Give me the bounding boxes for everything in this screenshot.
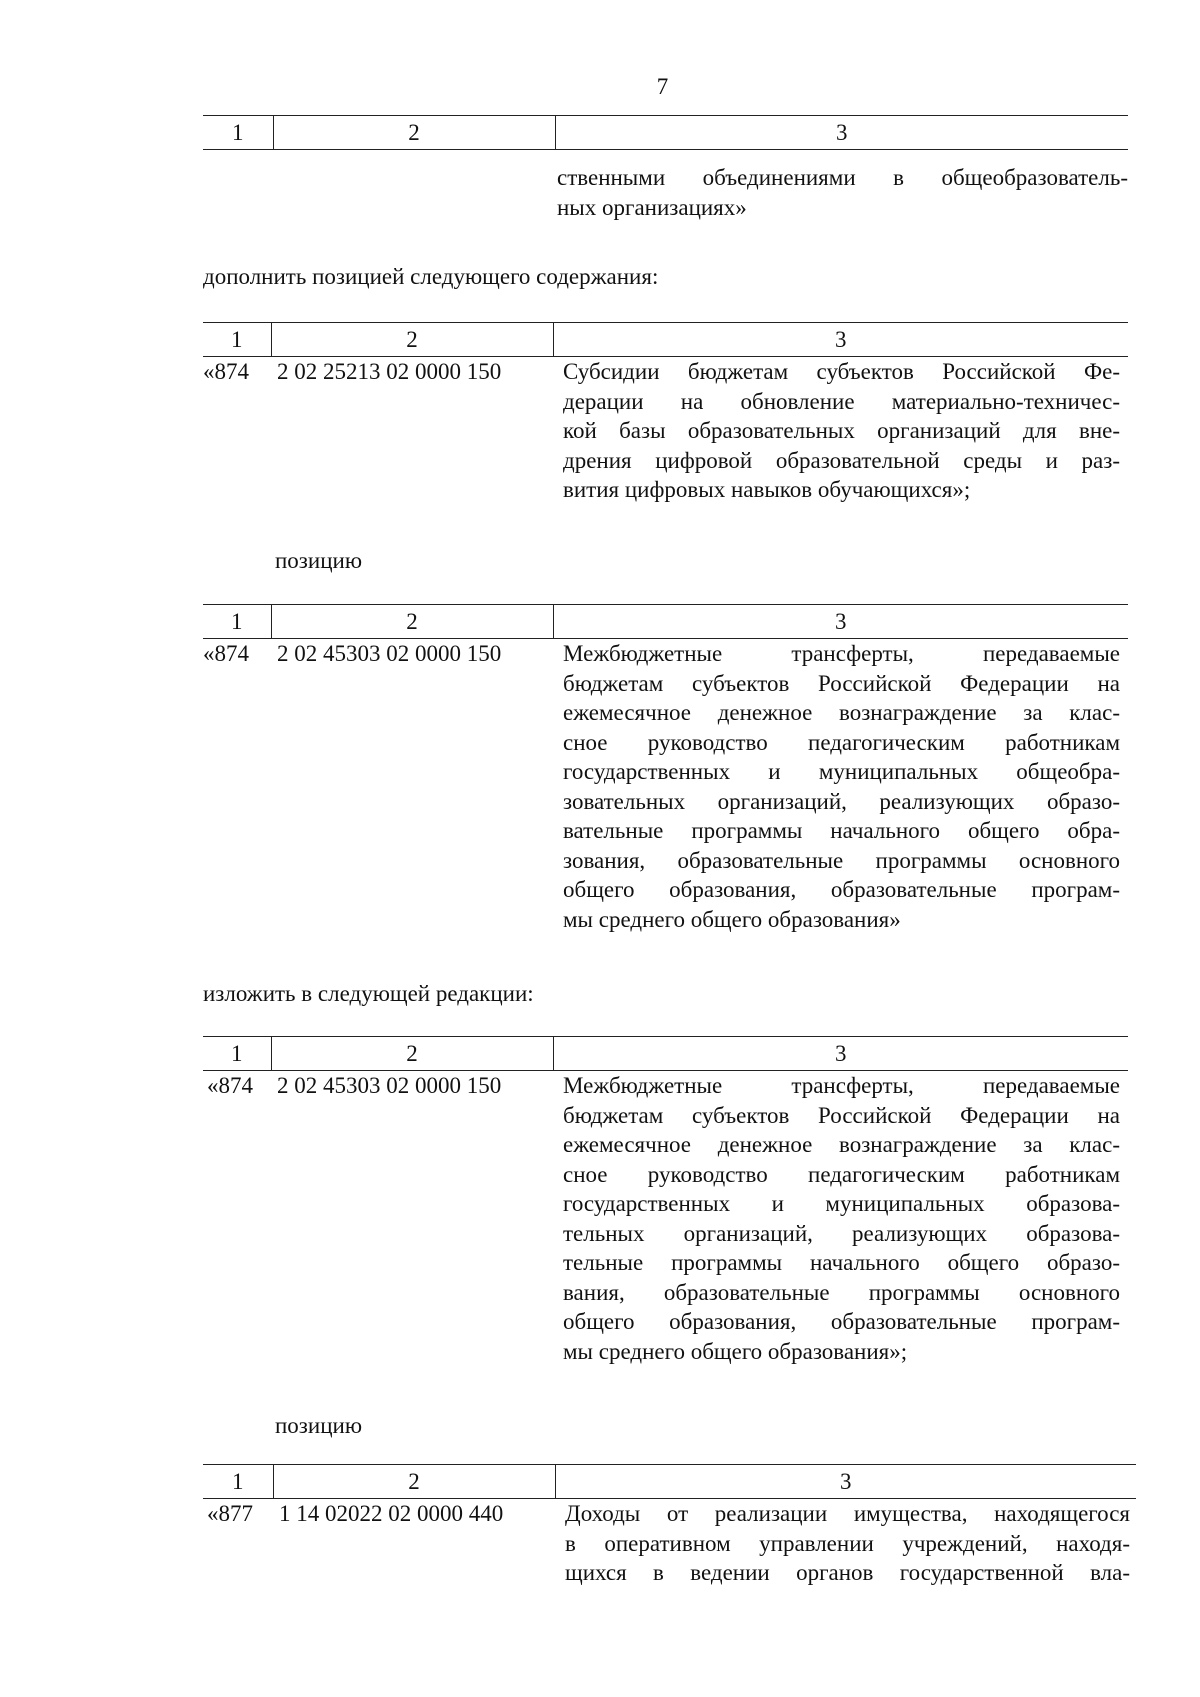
budget-code: 2 02 45303 02 0000 150 — [277, 641, 502, 666]
table-row — [203, 1071, 1128, 1367]
column-1-header: 1 — [203, 116, 273, 150]
table-header-row — [203, 1037, 1128, 1071]
description-cell — [555, 150, 1128, 223]
description-line: вания, образовательные программы основного — [563, 1279, 1120, 1305]
table-old-position — [203, 604, 1128, 934]
description-line: сное руководство педагогическим работникам — [563, 729, 1120, 755]
table-row — [203, 357, 1128, 505]
column-1-header: 1 — [203, 323, 271, 357]
budget-code: 2 02 25213 02 0000 150 — [277, 359, 502, 384]
column-2-header: 2 — [273, 1465, 555, 1499]
description-line: ежемесячное денежное вознаграждение за клас- — [563, 1132, 1120, 1157]
table-continuation — [203, 115, 1128, 222]
description-line: тельных организаций, реализующих образова- — [563, 1220, 1120, 1246]
table-position-877 — [203, 1464, 1136, 1588]
description-line: Субсидии бюджетам субъектов Российской Фе- — [563, 359, 1120, 384]
description-cell — [553, 1071, 1128, 1367]
instruction-position: позицию — [275, 548, 363, 573]
instruction-new-wording: изложить в следующей редакции: — [203, 981, 534, 1006]
column-2-header: 2 — [271, 323, 553, 357]
description-line: государственных и муниципальных общеобра- — [563, 759, 1120, 784]
description-line: мы среднего общего образования»; — [563, 1338, 908, 1364]
description-line: бюджетам субъектов Российской Федерации на — [563, 1102, 1120, 1128]
description-line: общего образования, образовательные програм- — [563, 877, 1120, 902]
budget-code: 1 14 02022 02 0000 440 — [279, 1501, 504, 1526]
column-3-header: 3 — [553, 1037, 1128, 1071]
description-line: Доходы от реализации имущества, находящегося — [565, 1501, 1130, 1526]
table-row — [203, 1499, 1136, 1588]
description-line: дрения цифровой образовательной среды и раз- — [563, 447, 1120, 473]
budget-code: 2 02 45303 02 0000 150 — [277, 1073, 502, 1098]
description-cell — [555, 1499, 1136, 1588]
table-row — [203, 150, 1128, 223]
column-3-header: 3 — [555, 116, 1128, 150]
description-line: сное руководство педагогическим работникам — [563, 1161, 1120, 1187]
description-line: ственными объединениями в общеобразователь- — [557, 165, 1128, 190]
description-line: вательные программы начального общего обра- — [563, 818, 1120, 843]
description-cell — [553, 639, 1128, 935]
column-1-header: 1 — [203, 1465, 273, 1499]
description-line: вития цифровых навыков обучающихся»; — [563, 477, 971, 502]
description-line: тельные программы начального общего образо- — [563, 1250, 1120, 1275]
table-row — [203, 639, 1128, 935]
description-line: в оперативном управлении учреждений, находя- — [565, 1530, 1130, 1556]
column-3-header: 3 — [555, 1465, 1136, 1499]
table-header-row — [203, 605, 1128, 639]
instruction-position-2: позицию — [275, 1413, 363, 1438]
description-line: зования, образовательные программы основного — [563, 847, 1120, 873]
column-1-header: 1 — [203, 605, 271, 639]
description-cell — [553, 357, 1128, 505]
admin-code: «874 — [207, 1073, 253, 1098]
table-new-wording — [203, 1036, 1128, 1366]
column-1-header: 1 — [203, 1037, 271, 1071]
table-header-row — [203, 1465, 1136, 1499]
admin-code: «874 — [203, 641, 249, 666]
instruction-add-position: дополнить позицией следующего содержания: — [203, 264, 659, 289]
description-line: мы среднего общего образования» — [563, 906, 901, 932]
admin-code: «874 — [203, 359, 249, 384]
description-line: Межбюджетные трансферты, передаваемые — [563, 641, 1120, 666]
description-line: ных организациях» — [557, 194, 747, 220]
column-2-header: 2 — [273, 116, 555, 150]
page-number: 7 — [656, 74, 669, 99]
table-header-row — [203, 116, 1128, 150]
description-line: государственных и муниципальных образова- — [563, 1191, 1120, 1216]
column-3-header: 3 — [553, 323, 1128, 357]
description-line: ежемесячное денежное вознаграждение за клас- — [563, 700, 1120, 725]
table-new-position — [203, 322, 1128, 505]
description-line: кой базы образовательных организаций для вне- — [563, 418, 1120, 443]
description-line: бюджетам субъектов Российской Федерации на — [563, 670, 1120, 696]
description-line: Межбюджетные трансферты, передаваемые — [563, 1073, 1120, 1098]
description-line: щихся в ведении органов государственной вла- — [565, 1560, 1130, 1585]
admin-code: «877 — [207, 1501, 253, 1526]
description-line: зовательных организаций, реализующих образо- — [563, 788, 1120, 814]
description-line: дерации на обновление материально-техничес- — [563, 388, 1120, 414]
column-2-header: 2 — [271, 1037, 553, 1071]
description-line: общего образования, образовательные програм- — [563, 1309, 1120, 1334]
column-2-header: 2 — [271, 605, 553, 639]
table-header-row — [203, 323, 1128, 357]
column-3-header: 3 — [553, 605, 1128, 639]
